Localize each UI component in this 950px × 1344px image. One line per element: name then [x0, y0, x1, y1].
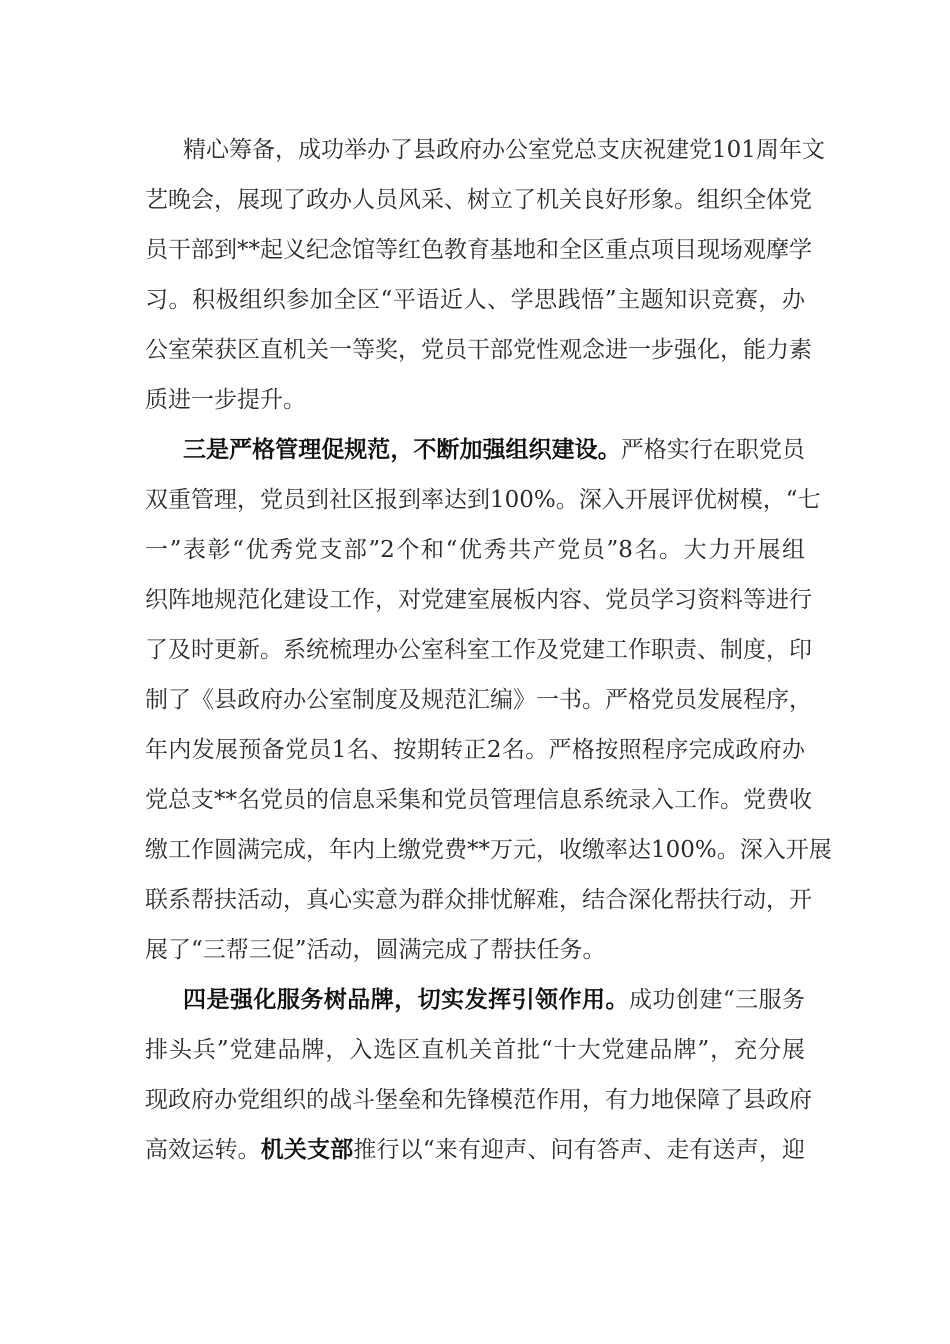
p1-line-1: 精心筹备，成功举办了县政府办公室党总支庆祝建党101周年文 [183, 137, 825, 163]
p3-line-1 [183, 980, 805, 1020]
p2-line-7: 年内发展预备党员1名、按期转正2名。严格按照程序完成政府办 [145, 737, 805, 763]
p2-line-9: 缴工作圆满完成，年内上缴党费**万元，收缴率达100%。深入开展 [145, 837, 832, 863]
p2-line-1-text: 严格实行在职党员 [620, 437, 806, 463]
p2-line-11: 展了“三帮三促”活动，圆满完成了帮扶任务。 [145, 937, 606, 963]
p3-line-4-pre: 高效运转。 [145, 1137, 261, 1163]
p1-line-5: 公室荣获区直机关一等奖，党员干部党性观念进一步强化，能力素 [145, 337, 812, 363]
p1-line-4: 习。积极组织参加全区“平语近人、学思践悟”主题知识竞赛，办 [145, 287, 805, 313]
p1-line-6: 质进一步提升。 [145, 387, 306, 413]
p2-heading: 三是严格管理促规范，不断加强组织建设。 [183, 436, 621, 463]
p2-line-2: 双重管理，党员到社区报到率达到100%。深入开展评优树模，“七 [145, 487, 821, 513]
p2-line-10: 联系帮扶活动，真心实意为群众排忧解难，结合深化帮扶行动，开 [145, 887, 812, 913]
p1-line-3: 员干部到**起义纪念馆等红色教育基地和全区重点项目现场观摩学 [145, 237, 812, 263]
p3-line-2: 排头兵”党建品牌，入选区直机关首批“十大党建品牌”，充分展 [145, 1037, 805, 1063]
p3-line-3: 现政府办党组织的战斗堡垒和先锋模范作用，有力地保障了县政府 [145, 1087, 812, 1113]
p3-line-4-text: 推行以“来有迎声、问有答声、走有送声，迎 [353, 1137, 806, 1163]
p3-line-1-text: 成功创建“三服务 [628, 987, 806, 1013]
p2-line-5: 了及时更新。系统梳理办公室科室工作及党建工作职责、制度，印 [145, 637, 812, 663]
p3-line-4 [145, 1130, 805, 1170]
p2-line-4: 织阵地规范化建设工作，对党建室展板内容、党员学习资料等进行 [145, 587, 812, 613]
p2-line-1 [183, 430, 805, 470]
p2-line-8: 党总支**名党员的信息采集和党员管理信息系统录入工作。党费收 [145, 787, 812, 813]
p2-line-6: 制了《县政府办公室制度及规范汇编》一书。严格党员发展程序， [145, 687, 812, 713]
p1-line-2: 艺晚会，展现了政办人员风采、树立了机关良好形象。组织全体党 [145, 187, 812, 213]
p2-line-3: 一”表彰“优秀党支部”2个和“优秀共产党员”8名。大力开展组 [145, 537, 805, 563]
p3-subheading: 机关支部 [260, 1136, 354, 1163]
p3-heading: 四是强化服务树品牌，切实发挥引领作用。 [183, 986, 629, 1013]
